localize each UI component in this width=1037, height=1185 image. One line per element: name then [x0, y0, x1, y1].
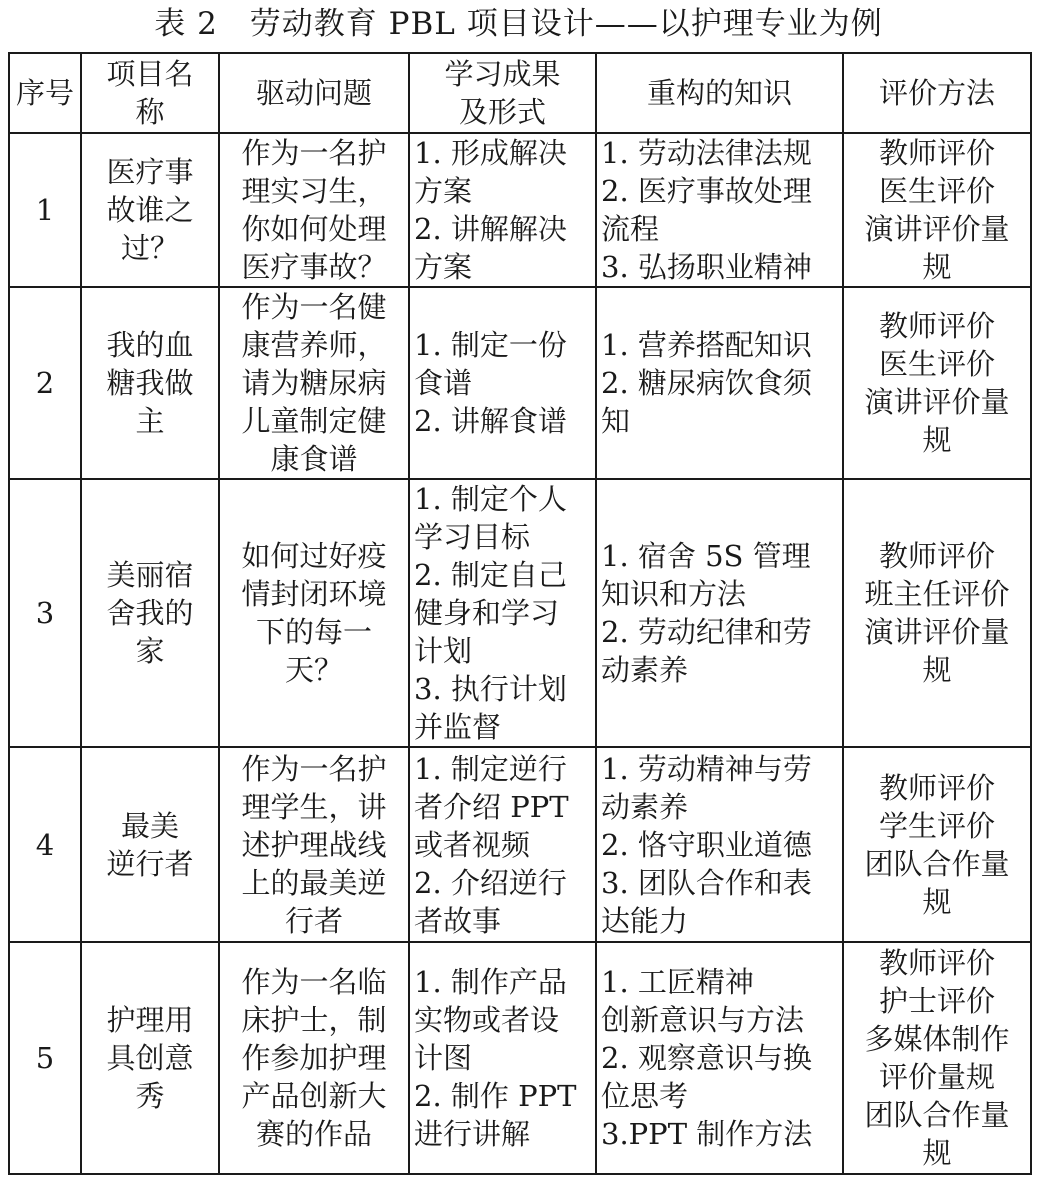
evaluation: 教师评价 班主任评价 演讲评价量 规: [843, 479, 1031, 747]
driving-question: 作为一名护 理学生，讲 述护理战线 上的最美逆 行者: [219, 747, 409, 942]
header-row: [9, 53, 1031, 133]
row-number: 5: [9, 942, 81, 1174]
learning-outcome: 1. 制定一份 食谱 2. 讲解食谱: [409, 287, 596, 479]
row-number: 1: [9, 133, 81, 287]
table-row: [9, 479, 1031, 747]
evaluation: 教师评价 医生评价 演讲评价量 规: [843, 287, 1031, 479]
driving-question: 作为一名护 理实习生， 你如何处理 医疗事故？: [219, 133, 409, 287]
pbl-project-table: [8, 52, 1032, 1175]
table-row: [9, 747, 1031, 942]
driving-question: 作为一名健 康营养师， 请为糖尿病 儿童制定健 康食谱: [219, 287, 409, 479]
table-title: 表 2 劳动教育 PBL 项目设计——以护理专业为例: [154, 6, 883, 42]
row-number: 4: [9, 747, 81, 942]
header-learning-outcome: 学习成果 及形式: [409, 53, 596, 133]
evaluation: 教师评价 护士评价 多媒体制作 评价量规 团队合作量 规: [843, 942, 1031, 1174]
driving-question: 作为一名临 床护士，制 作参加护理 产品创新大 赛的作品: [219, 942, 409, 1174]
driving-question: 如何过好疫 情封闭环境 下的每一 天？: [219, 479, 409, 747]
project-name: 我的血 糖我做 主: [81, 287, 219, 479]
learning-outcome: 1. 制定逆行 者介绍 PPT 或者视频 2. 介绍逆行 者故事: [409, 747, 596, 942]
row-number: 3: [9, 479, 81, 747]
evaluation: 教师评价 医生评价 演讲评价量 规: [843, 133, 1031, 287]
evaluation: 教师评价 学生评价 团队合作量 规: [843, 747, 1031, 942]
knowledge: 1. 营养搭配知识 2. 糖尿病饮食须 知: [596, 287, 843, 479]
row-number: 2: [9, 287, 81, 479]
project-name: 最美 逆行者: [81, 747, 219, 942]
knowledge: 1. 宿舍 5S 管理 知识和方法 2. 劳动纪律和劳 动素养: [596, 479, 843, 747]
table-row: [9, 942, 1031, 1174]
header-driving-question: 驱动问题: [219, 53, 409, 133]
table-row: [9, 133, 1031, 287]
project-name: 美丽宿 舍我的 家: [81, 479, 219, 747]
table-row: [9, 287, 1031, 479]
header-evaluation: 评价方法: [843, 53, 1031, 133]
header-knowledge: 重构的知识: [596, 53, 843, 133]
learning-outcome: 1. 制作产品 实物或者设 计图 2. 制作 PPT 进行讲解: [409, 942, 596, 1174]
project-name: 护理用 具创意 秀: [81, 942, 219, 1174]
knowledge: 1. 工匠精神 创新意识与方法 2. 观察意识与换 位思考 3.PPT 制作方法: [596, 942, 843, 1174]
learning-outcome: 1. 制定个人 学习目标 2. 制定自己 健身和学习 计划 3. 执行计划 并监督: [409, 479, 596, 747]
project-name: 医疗事 故谁之 过？: [81, 133, 219, 287]
knowledge: 1. 劳动法律法规 2. 医疗事故处理 流程 3. 弘扬职业精神: [596, 133, 843, 287]
learning-outcome: 1. 形成解决 方案 2. 讲解解决 方案: [409, 133, 596, 287]
knowledge: 1. 劳动精神与劳 动素养 2. 恪守职业道德 3. 团队合作和表 达能力: [596, 747, 843, 942]
header-number: 序号: [9, 53, 81, 133]
header-project-name: 项目名 称: [81, 53, 219, 133]
